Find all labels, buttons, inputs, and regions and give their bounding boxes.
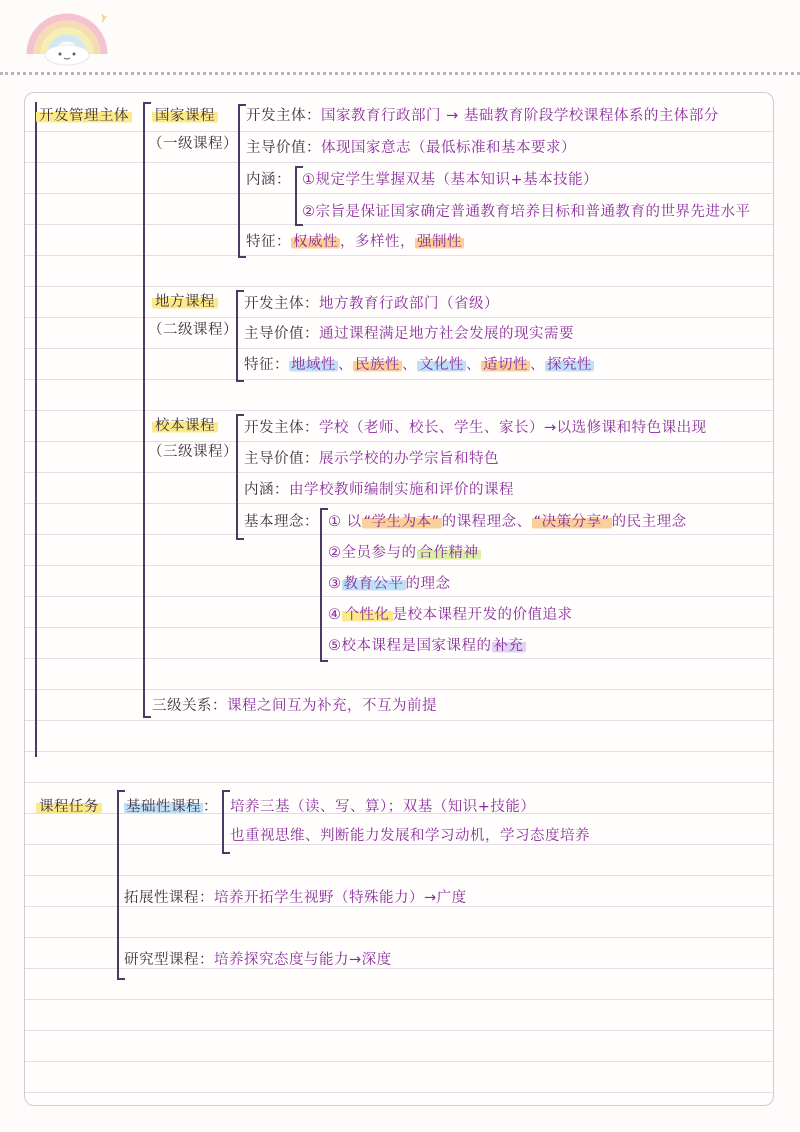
national-level: （一级课程） [148,136,238,152]
feature-tag: 民族性 [355,357,400,373]
feature-tag: 探究性 [547,357,592,373]
national-value-row: 主导价值：体现国家意志（最低标准和基本要求） [246,140,576,156]
school-idea-3: ③ 教育公平 的理念 [328,576,451,592]
feature-tag: 地域性 [291,357,336,373]
school-level: （三级课程） [148,444,238,460]
school-connotation-row: 内涵：由学校教师编制实施和评价的课程 [244,482,514,498]
school-idea-1: ① 以 “学生为本” 的课程理念、 “决策分享” 的民主理念 [328,514,687,530]
feature-tag: 权威性 [293,234,338,250]
local-dev-row: 开发主体：地方教育行政部门（省级） [244,296,499,312]
school-idea-2: ②全员参与的 合作精神 [328,545,479,561]
national-dev-row: 开发主体：国家教育行政部门 → 基础教育阶段学校课程体系的主体部分 [246,108,719,124]
national-features-row: 特征： 权威性 ，多样性， 强制性 [246,234,462,250]
root-label: 开发管理主体 [36,106,132,126]
school-idea-label: 基本理念： [244,514,319,530]
national-bracket [238,104,246,258]
local-title: 地方课程 [152,292,218,312]
feature-tag: 文化性 [419,357,464,373]
dotted-divider [0,72,800,75]
school-dev-row: 开发主体：学校（老师、校长、学生、家长）→以选修课和特色课出现 [244,420,707,436]
basic-bracket [222,790,230,854]
extended-row: 拓展性课程：培养开拓学生视野（特殊能力）→广度 [124,890,467,906]
relation-row: 三级关系：课程之间互为补充，不互为前提 [152,698,437,714]
national-title: 国家课程 [152,106,218,126]
local-value-row: 主导价值：通过课程满足地方社会发展的现实需要 [244,326,574,342]
school-idea-bracket [320,508,328,662]
basic-line-1: 培养三基（读、写、算）；双基（知识+技能） [230,799,536,815]
root-branch-line [35,102,37,757]
feature-tag: 适切性 [483,357,528,373]
tasks-label: 课程任务 [36,797,102,817]
national-connotation-1: ①规定学生掌握双基（基本知识+基本技能） [302,172,599,188]
national-connotation-label: 内涵： [246,172,291,188]
local-bracket [236,290,244,382]
feature-tag: 多样性 [355,234,400,250]
local-features-row: 特征： 地域性 、 民族性 、 文化性 、 适切性 、 探究性 [244,357,592,373]
school-title: 校本课程 [152,416,218,436]
rainbow-cloud-icon [22,10,112,66]
root-bracket [143,102,151,718]
feature-tag: 强制性 [417,234,462,250]
local-level: （二级课程） [148,322,238,338]
school-idea-4: ④ 个性化 是校本课程开发的价值追求 [328,607,573,623]
national-connotation-2: ②宗旨是保证国家确定普通教育培养目标和普通教育的世界先进水平 [302,204,751,220]
basic-line-2: 也重视思维、判断能力发展和学习动机，学习态度培养 [230,828,590,844]
research-row: 研究型课程：培养探究态度与能力→深度 [124,952,392,968]
school-bracket [236,414,244,540]
school-value-row: 主导价值：展示学校的办学宗旨和特色 [244,451,499,467]
school-idea-5: ⑤校本课程是国家课程的 补充 [328,638,524,654]
basic-title: 基础性课程 ： [126,799,218,815]
